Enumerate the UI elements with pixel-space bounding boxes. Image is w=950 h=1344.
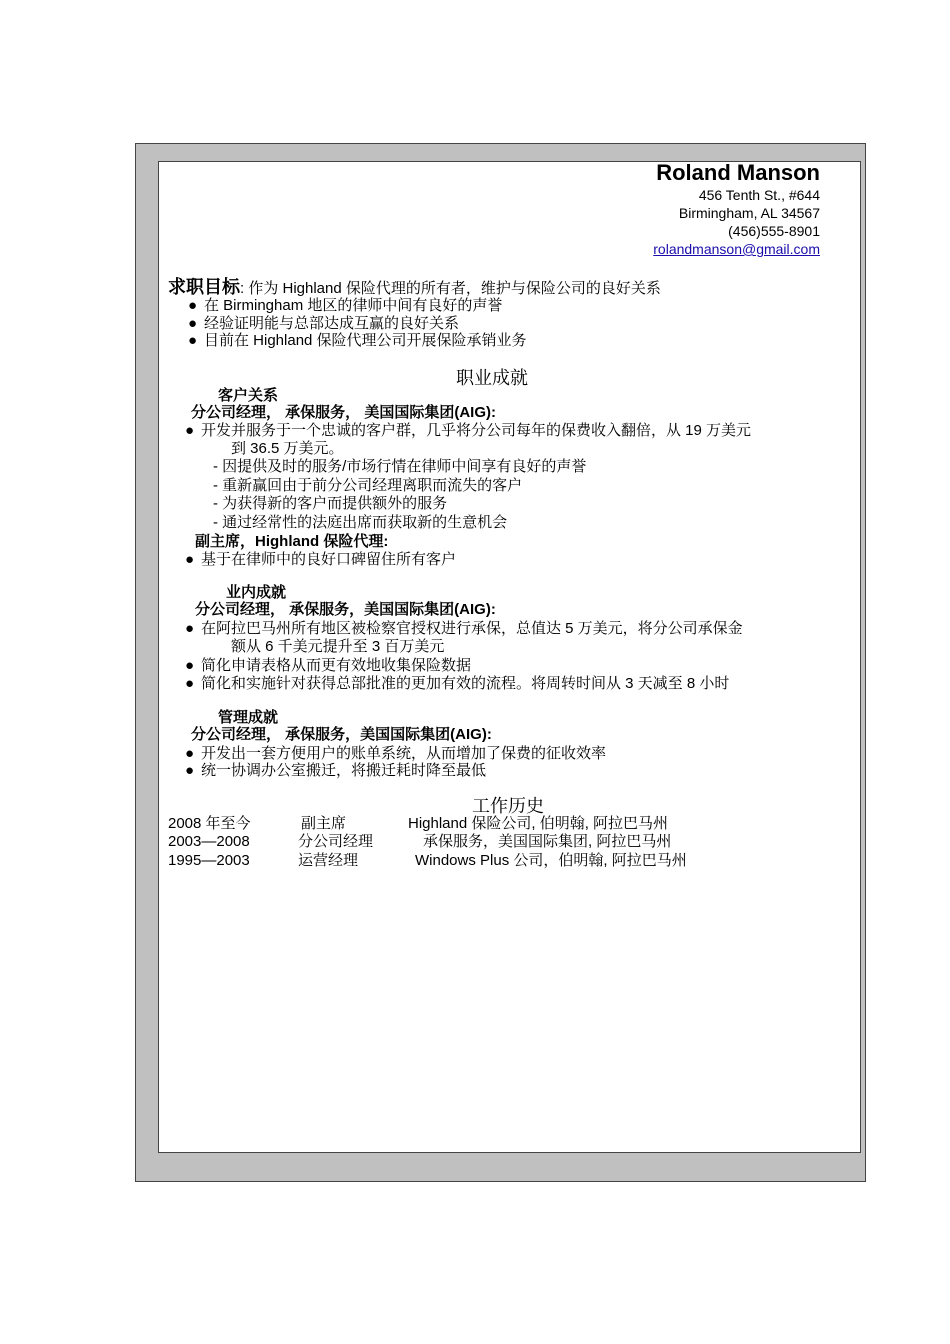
client-bullet: ● 开发并服务于一个忠诚的客户群，几乎将分公司每年的保费收入翻倍，从 19 万美元 bbox=[185, 422, 752, 439]
bullet-icon: ● bbox=[188, 332, 198, 349]
bullet-icon: ● bbox=[185, 620, 195, 637]
client-dash-item: - 因提供及时的服务/市场行情在律师中间享有良好的声誉 bbox=[213, 458, 587, 475]
achievements-heading: 职业成就 bbox=[456, 368, 528, 388]
work-history-heading: 工作历史 bbox=[472, 796, 544, 816]
client-dash-item: - 重新赢回由于前分公司经理离职而流失的客户 bbox=[213, 477, 523, 494]
objective-text: : 作为 Highland 保险代理的所有者，维护与保险公司的良好关系 bbox=[240, 280, 661, 297]
history-years: 2008 年至今 bbox=[168, 815, 251, 832]
objective-line bbox=[168, 276, 661, 298]
bullet-icon: ● bbox=[185, 551, 195, 568]
address-line-1: 456 Tenth St., #644 bbox=[698, 187, 820, 203]
bullet-icon: ● bbox=[185, 657, 195, 674]
history-company: Windows Plus 公司，伯明翰, 阿拉巴马州 bbox=[415, 852, 687, 869]
contact-header bbox=[500, 160, 820, 258]
industry-bullet: ● 简化和实施针对获得总部批准的更加有效的流程。将周转时间从 3 天减至 8 小时 bbox=[185, 675, 730, 692]
industry-bullet: ● 简化申请表格从而更有效地收集保险数据 bbox=[185, 657, 472, 674]
address-line-2: Birmingham, AL 34567 bbox=[678, 205, 820, 221]
industry-bullet: ● 在阿拉巴马州所有地区被检察官授权进行承保，总值达 5 万美元，将分公司承保金 bbox=[185, 620, 743, 637]
history-company: Highland 保险公司, 伯明翰, 阿拉巴马州 bbox=[408, 815, 669, 832]
email-link[interactable]: rolandmanson@gmail.com bbox=[653, 241, 820, 257]
phone-number: (456)555-8901 bbox=[728, 223, 820, 239]
bullet-icon: ● bbox=[185, 675, 195, 692]
history-company: 承保服务，美国国际集团, 阿拉巴马州 bbox=[423, 833, 672, 850]
history-title: 分公司经理 bbox=[298, 833, 374, 850]
bullet-icon: ● bbox=[185, 762, 195, 779]
objective-label: 求职目标 bbox=[168, 277, 240, 297]
client-dash-item: - 为获得新的客户而提供额外的服务 bbox=[213, 495, 448, 512]
history-title: 副主席 bbox=[301, 815, 347, 832]
bullet-icon: ● bbox=[185, 745, 195, 762]
client-category-heading: 客户关系 bbox=[218, 387, 279, 404]
history-years: 2003—2008 bbox=[168, 833, 250, 850]
client-role-highland: 副主席，Highland 保险代理: bbox=[195, 533, 389, 550]
client-bullet: ● 基于在律师中的良好口碑留住所有客户 bbox=[185, 551, 457, 568]
bullet-icon: ● bbox=[188, 315, 198, 332]
objective-bullet: ● 在 Birmingham 地区的律师中间有良好的声誉 bbox=[188, 297, 503, 314]
management-bullet: ● 开发出一套方便用户的账单系统，从而增加了保费的征收效率 bbox=[185, 745, 607, 762]
history-years: 1995—2003 bbox=[168, 852, 250, 869]
candidate-name: Roland Manson bbox=[656, 160, 820, 185]
management-role-aig: 分公司经理， 承保服务，美国国际集团(AIG): bbox=[191, 726, 492, 743]
industry-category-heading: 业内成就 bbox=[226, 584, 287, 601]
bullet-icon: ● bbox=[188, 297, 198, 314]
management-category-heading: 管理成就 bbox=[218, 709, 279, 726]
history-title: 运营经理 bbox=[298, 852, 359, 869]
client-dash-item: - 通过经常性的法庭出席而获取新的生意机会 bbox=[213, 514, 508, 531]
bullet-icon: ● bbox=[185, 422, 195, 439]
industry-role-aig: 分公司经理， 承保服务，美国国际集团(AIG): bbox=[195, 601, 496, 618]
objective-bullet: ● 经验证明能与总部达成互赢的良好关系 bbox=[188, 315, 460, 332]
client-bullet-continuation: 到 36.5 万美元。 bbox=[231, 440, 344, 457]
management-bullet: ● 统一协调办公室搬迁，将搬迁耗时降至最低 bbox=[185, 762, 487, 779]
objective-bullet: ● 目前在 Highland 保险代理公司开展保险承销业务 bbox=[188, 332, 527, 349]
industry-bullet-continuation: 额从 6 千美元提升至 3 百万美元 bbox=[231, 638, 445, 655]
client-role-aig: 分公司经理， 承保服务， 美国国际集团(AIG): bbox=[191, 404, 496, 421]
